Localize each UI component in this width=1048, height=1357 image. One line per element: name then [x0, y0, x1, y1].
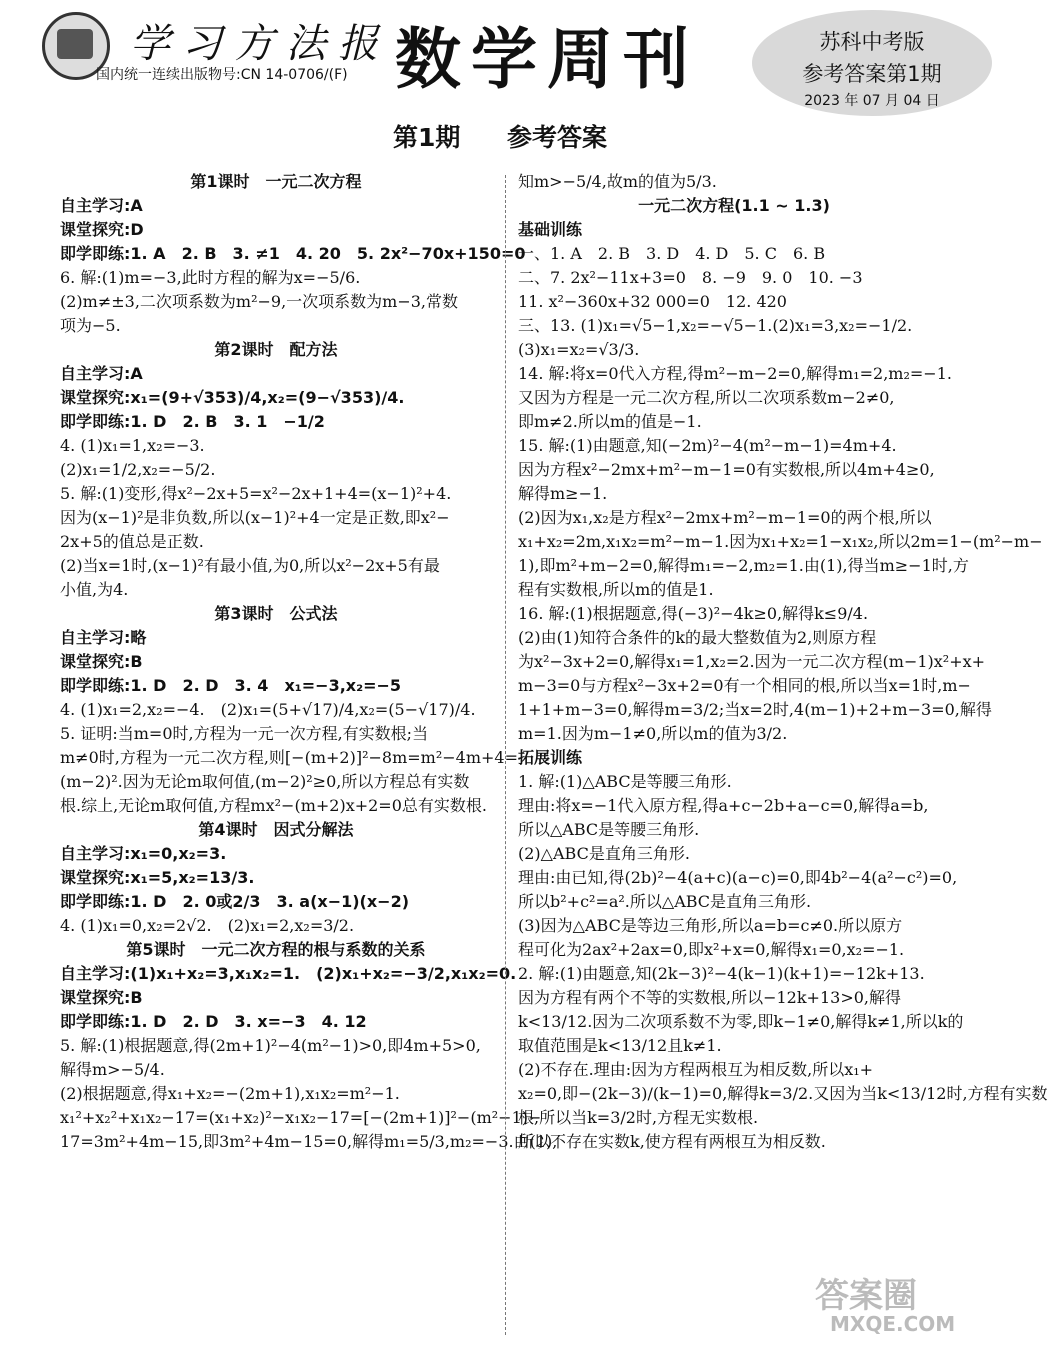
page-title: 第1期 参考答案 — [392, 123, 608, 152]
text-line: 解得m≥−1. — [518, 484, 608, 503]
text-line: (2)不存在.理由:因为方程两根互为相反数,所以x₁+ — [518, 1060, 874, 1079]
text-line: (2)m≠±3,二次项系数为m²−9,一次项系数为m−3,常数 — [60, 292, 459, 311]
text-line: 所以△ABC是等腰三角形. — [518, 820, 700, 839]
text-line: 4. (1)x₁=0,x₂=2√2. (2)x₁=2,x₂=3/2. — [60, 916, 355, 935]
text-line: 即学即练:1. A 2. B 3. ≠1 4. 20 5. 2x²−70x+150=0 — [60, 244, 526, 263]
text-line: 所以不存在实数k,使方程有两根互为相反数. — [518, 1132, 826, 1151]
text-line: 6. 解:(1)m=−3,此时方程的解为x=−5/6. — [60, 268, 361, 287]
right-column — [518, 170, 1048, 1154]
text-line: 因为(x−1)²是非负数,所以(x−1)²+4一定是正数,即x²− — [60, 508, 450, 527]
text-line: 课堂探究:D — [60, 220, 144, 239]
text-line: 基础训练 — [518, 220, 583, 239]
text-line: 根,所以当k=3/2时,方程无实数根. — [518, 1108, 759, 1127]
paper-name: 学习方法报 — [130, 21, 390, 67]
column-divider — [505, 175, 506, 1335]
text-line: 项为−5. — [60, 316, 121, 335]
text-line: 5. 解:(1)变形,得x²−2x+5=x²−2x+1+4=(x−1)²+4. — [60, 484, 452, 503]
publication-number: 国内统一连续出版物号:CN 14-0706/(F) — [96, 67, 348, 83]
text-line: (2)根据题意,得x₁+x₂=−(2m+1),x₁x₂=m²−1. — [60, 1084, 400, 1103]
text-line: 自主学习:A — [60, 364, 143, 383]
text-line: 即学即练:1. D 2. 0或2/3 3. a(x−1)(x−2) — [60, 892, 410, 911]
text-line: (2)x₁=1/2,x₂=−5/2. — [60, 460, 216, 479]
text-line: m=1.因为m−1≠0,所以m的值为3/2. — [518, 724, 788, 743]
text-line: 理由:将x=−1代入原方程,得a+c−2b+a−c=0,解得a=b, — [518, 796, 929, 815]
text-line: 二、7. 2x²−11x+3=0 8. −9 9. 0 10. −3 — [518, 268, 863, 287]
text-line: 4. (1)x₁=1,x₂=−3. — [60, 436, 205, 455]
text-line: x₂=0,即−(2k−3)/(k−1)=0,解得k=3/2.又因为当k<13/12时,方程有实数 — [518, 1084, 1048, 1103]
text-line: 解得m>−5/4. — [60, 1060, 165, 1079]
text-line: 课堂探究:x₁=5,x₂=13/3. — [60, 868, 255, 887]
text-line: 为x²−3x+2=0,解得x₁=1,x₂=2.因为一元二次方程(m−1)x²+x+ — [518, 652, 986, 671]
text-line: 程可化为2ax²+2ax=0,即x²+x=0,解得x₁=0,x₂=−1. — [518, 940, 905, 959]
text-line: m−3=0与方程x²−3x+2=0有一个相同的根,所以当x=1时,m− — [518, 676, 971, 695]
section-heading: 第5课时 一元二次方程的根与系数的关系 — [126, 940, 426, 959]
text-line: 17=3m²+4m−15,即3m²+4m−15=0,解得m₁=5/3,m₂=−3.由(1), — [60, 1132, 558, 1151]
section-heading: 一元二次方程(1.1 ~ 1.3) — [638, 196, 830, 215]
text-line: 2x+5的值总是正数. — [60, 532, 204, 551]
edition-name: 苏科中考版 — [819, 30, 925, 54]
text-line: 拓展训练 — [518, 748, 583, 767]
text-line: 5. 解:(1)根据题意,得(2m+1)²−4(m²−1)>0,即4m+5>0, — [60, 1036, 481, 1055]
text-line: 自主学习:A — [60, 196, 143, 215]
text-line: 又因为方程是一元二次方程,所以二次项系数m−2≠0, — [518, 388, 895, 407]
text-line: 4. (1)x₁=2,x₂=−4. (2)x₁=(5+√17)/4,x₂=(5−√17)/4. — [60, 700, 476, 719]
text-line: 根.综上,无论m取何值,方程mx²−(m+2)x+2=0总有实数根. — [60, 796, 487, 815]
text-line: 1+1+m−3=0,解得m=3/2;当x=2时,4(m−1)+2+m−3=0,解得 — [518, 700, 992, 719]
text-line: x₁²+x₂²+x₁x₂−17=(x₁+x₂)²−x₁x₂−17=[−(2m+1)]²−(m²−1)− — [60, 1108, 542, 1127]
text-line: 取值范围是k<13/12且k≠1. — [518, 1036, 722, 1055]
text-line: 5. 证明:当m=0时,方程为一元一次方程,有实数根;当 — [60, 724, 429, 743]
text-line: k<13/12.因为二次项系数不为零,即k−1≠0,解得k≠1,所以k的 — [518, 1012, 964, 1031]
text-line: 小值,为4. — [60, 580, 129, 599]
section-heading: 第3课时 公式法 — [214, 604, 338, 623]
weekly-title: 数学周刊 — [395, 21, 699, 98]
text-line: (2)当x=1时,(x−1)²有最小值,为0,所以x²−2x+5有最 — [60, 556, 440, 575]
text-line: (2)由(1)知符合条件的k的最大整数值为2,则原方程 — [518, 628, 877, 647]
text-line: 三、13. (1)x₁=√5−1,x₂=−√5−1.(2)x₁=3,x₂=−1/2. — [518, 316, 913, 335]
section-heading: 第1课时 一元二次方程 — [190, 172, 362, 191]
watermark-url: MXQE.COM — [830, 1312, 956, 1336]
issue-label: 参考答案第1期 — [802, 62, 942, 86]
text-line: 知m>−5/4,故m的值为5/3. — [518, 172, 717, 191]
text-line: (3)x₁=x₂=√3/3. — [518, 340, 640, 359]
text-line: 程有实数根,所以m的值是1. — [518, 580, 714, 599]
text-line: 一、1. A 2. B 3. D 4. D 5. C 6. B — [518, 244, 826, 263]
watermark: 答案圈 — [815, 1276, 917, 1316]
text-line: 1. 解:(1)△ABC是等腰三角形. — [518, 772, 732, 791]
text-line: 所以b²+c²=a².所以△ABC是直角三角形. — [518, 892, 812, 911]
text-line: 即m≠2.所以m的值是−1. — [518, 412, 702, 431]
text-line: 理由:由已知,得(2b)²−4(a+c)(a−c)=0,即4b²−4(a²−c²)=0, — [518, 868, 958, 887]
text-line: m≠0时,方程为一元二次方程,则[−(m+2)]²−8m=m²−4m+4= — [60, 748, 518, 767]
text-line: 自主学习:x₁=0,x₂=3. — [60, 844, 227, 863]
text-line: 即学即练:1. D 2. D 3. 4 x₁=−3,x₂=−5 — [60, 676, 402, 695]
text-line: 课堂探究:x₁=(9+√353)/4,x₂=(9−√353)/4. — [60, 388, 405, 407]
text-line: 2. 解:(1)由题意,知(2k−3)²−4(k−1)(k+1)=−12k+13. — [518, 964, 925, 983]
issue-date: 2023 年 07 月 04 日 — [804, 93, 940, 109]
text-line: 15. 解:(1)由题意,知(−2m)²−4(m²−m−1)=4m+4. — [518, 436, 897, 455]
text-line: 课堂探究:B — [60, 988, 143, 1007]
text-line: 11. x²−360x+32 000=0 12. 420 — [518, 292, 787, 311]
text-line: (m−2)².因为无论m取何值,(m−2)²≥0,所以方程总有实数 — [60, 772, 470, 791]
text-line: 即学即练:1. D 2. B 3. 1 −1/2 — [60, 412, 325, 431]
text-line: 课堂探究:B — [60, 652, 143, 671]
masthead — [0, 0, 1000, 115]
text-line: 16. 解:(1)根据题意,得(−3)²−4k≥0,解得k≤9/4. — [518, 604, 869, 623]
section-heading: 第2课时 配方法 — [214, 340, 338, 359]
text-line: 即学即练:1. D 2. D 3. x=−3 4. 12 — [60, 1012, 367, 1031]
text-line: x₁+x₂=2m,x₁x₂=m²−m−1.因为x₁+x₂=1−x₁x₂,所以2m=1−(m²−m− — [518, 532, 1043, 551]
text-line: 自主学习:略 — [60, 628, 147, 647]
text-line: 因为方程x²−2mx+m²−m−1=0有实数根,所以4m+4≥0, — [518, 460, 935, 479]
text-line: (2)因为x₁,x₂是方程x²−2mx+m²−m−1=0的两个根,所以 — [518, 508, 932, 527]
text-line: (2)△ABC是直角三角形. — [518, 844, 690, 863]
text-line: (3)因为△ABC是等边三角形,所以a=b=c≠0.所以原方 — [518, 916, 903, 935]
text-line: 1),即m²+m−2=0,解得m₁=−2,m₂=1.由(1),得当m≥−1时,方 — [518, 556, 969, 575]
section-heading: 第4课时 因式分解法 — [198, 820, 354, 839]
text-line: 14. 解:将x=0代入方程,得m²−m−2=0,解得m₁=2,m₂=−1. — [518, 364, 952, 383]
text-line: 因为方程有两个不等的实数根,所以−12k+13>0,解得 — [518, 988, 901, 1007]
text-line: 自主学习:(1)x₁+x₂=3,x₁x₂=1. (2)x₁+x₂=−3/2,x₁x₂=0. — [60, 964, 517, 983]
